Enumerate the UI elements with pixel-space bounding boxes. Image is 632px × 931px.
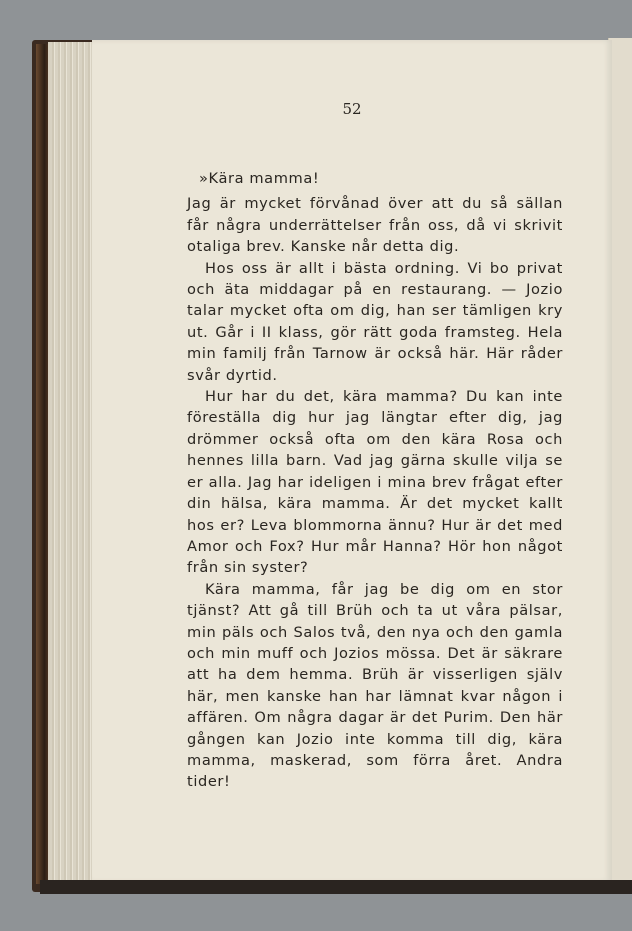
page-number: 52	[342, 100, 362, 118]
paragraph: Jag är mycket förvånad över att du så sällan får några underrättelser från oss, då vi skrivit otaliga brev. Kanske når detta dig.	[187, 195, 563, 256]
book-page	[92, 40, 612, 882]
paragraph: Hos oss är allt i bästa ordning. Vi bo privat och äta middagar på en restaurang. — Jozio talar mycket ofta om dig, han ser tämligen kry ut. Går i II klass, gör rätt goda framsteg. Hela min familj från Tarnow är också här. Här råder svår dyrtid.	[187, 259, 563, 384]
paragraph: Kära mamma, får jag be dig om en stor tjänst? Att gå till Brüh och ta ut våra pälsar, min päls och Salos två, den nya och den gamla och min muff och Jozios mössa. Det är säkrare att ha dem hemma. Brüh är visserligen själv här, men kanske han har lämnat kvar någon i affären. Om några dagar är det Purim. Den här gången kan Jozio inte komma till dig, kära mamma, maskerad, som förra året. Andra tider!	[187, 580, 563, 791]
paragraph: »Kära mamma!	[199, 170, 320, 187]
page-text	[187, 168, 563, 793]
paragraph: Hur har du det, kära mamma? Du kan inte föreställa dig hur jag längtar efter dig, jag drömmer också ofta om den kära Rosa och hennes lilla barn. Vad jag gärna skulle vilja se er alla. Jag har ideligen i mina brev frågat efter din hälsa, kära mamma. Är det mycket kallt hos er? Leva blommorna ännu? Hur är det med Amor och Fox? Hur mår Hanna? Hör hon något från sin syster?	[187, 388, 563, 577]
book-bottom-edge	[40, 880, 632, 894]
